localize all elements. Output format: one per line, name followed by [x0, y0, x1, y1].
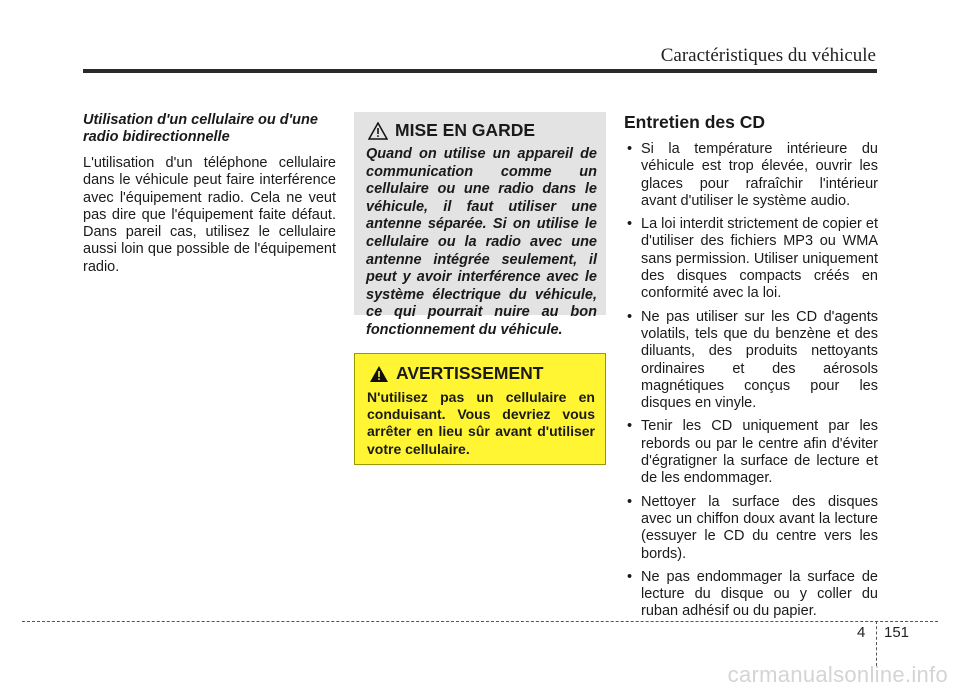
- footer-rule: [22, 621, 938, 622]
- warning-text: N'utilisez pas un cellulaire en conduisant. Vous devriez vous arrêter en lieu sûr avant d'utiliser votre cellulaire.: [367, 389, 595, 457]
- warning-box: [354, 353, 606, 465]
- left-column: [83, 112, 336, 276]
- list-item: • Nettoyer la surface des disques avec un chiffon doux avant la lecture (essuyer le CD du centre vers les bords).: [624, 494, 878, 563]
- list-item: • Ne pas endommager la surface de lecture du disque ou y coller du ruban adhésif ou du papier.: [624, 569, 878, 621]
- middle-column: [354, 112, 606, 465]
- page-header-title: Caractéristiques du véhicule: [660, 45, 876, 66]
- list-item: • Si la température intérieure du véhicule est trop élevée, ouvrir les glaces pour rafraîchir l'intérieur avant d'utiliser le système audio.: [624, 141, 878, 210]
- warning-title: AVERTISSEMENT: [396, 363, 544, 383]
- cd-care-list: [624, 141, 878, 621]
- list-item: • Tenir les CD uniquement par les rebords ou par le centre afin d'éviter d'égratigner la surface de lecture et de les endommager.: [624, 418, 878, 487]
- header-rule: [83, 69, 877, 73]
- list-item: • La loi interdit strictement de copier et d'utiliser des fichiers MP3 ou WMA sans permission. Utiliser uniquement des disques compacts créés en conformité avec la loi.: [624, 216, 878, 302]
- warning-triangle-filled-icon: [369, 365, 389, 383]
- chapter-number: 4: [857, 624, 866, 641]
- page-number: 151: [884, 624, 910, 641]
- list-item: • Ne pas utiliser sur les CD d'agents volatils, tels que du benzène et des diluants, des produits nettoyants ordinaires et des aérosols magnétiques conçus pour les disques en vinyle.: [624, 309, 878, 413]
- warning-triangle-icon: [368, 122, 388, 140]
- watermark: carmanualsonline.info: [727, 662, 948, 687]
- caution-box: [354, 112, 606, 338]
- right-column: [624, 112, 878, 627]
- caution-header: [366, 120, 597, 141]
- page-number-divider: [876, 621, 877, 666]
- cellphone-subheading: Utilisation d'un cellulaire ou d'une radio bidirectionnelle: [83, 112, 318, 145]
- caution-text: Quand on utilise un appareil de communication comme un cellulaire ou une radio dans le véhicule, il faut utiliser une antenne séparée. Si on utilise le cellulaire ou la radio avec une antenne intégrée seulement, il peut y avoir interférence avec le système électrique du véhicule, ce qui pourrait nuire au bon fonctionnement du véhicule.: [366, 146, 597, 338]
- caution-title: MISE EN GARDE: [395, 120, 536, 140]
- cd-care-title: Entretien des CD: [624, 112, 765, 132]
- warning-header: [367, 363, 595, 384]
- cellphone-paragraph: L'utilisation d'un téléphone cellulaire dans le véhicule peut faire interférence avec l'équipement radio. Cela ne veut pas dire que l'équipement faite défaut. Dans pareil cas, utilisez le cellulaire aussi loin que possible de l'équipement radio.: [83, 155, 336, 275]
